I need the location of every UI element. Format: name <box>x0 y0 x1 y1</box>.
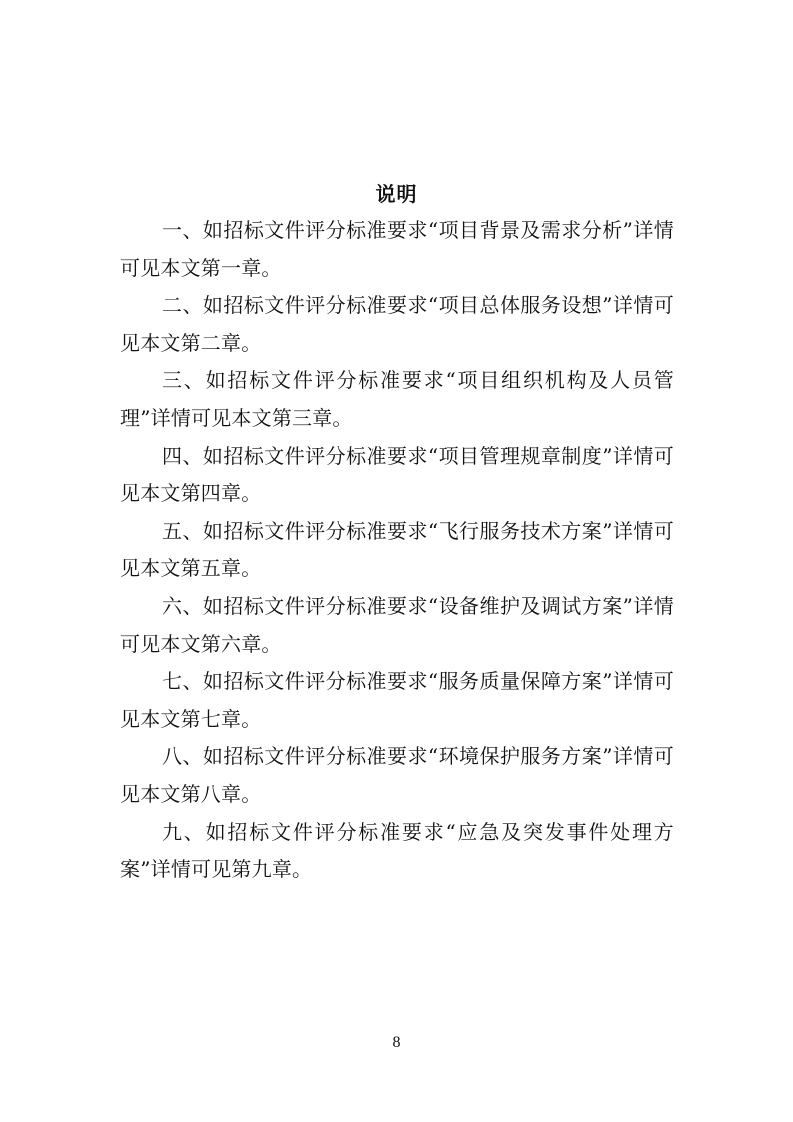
paragraph-1: 一、如招标文件评分标准要求“项目背景及需求分析”详情可见本文第一章。 <box>120 218 674 280</box>
paragraph-3: 三、如招标文件评分标准要求“项目组织机构及人员管理”详情可见本文第三章。 <box>120 368 674 430</box>
paragraph-2: 二、如招标文件评分标准要求“项目总体服务设想”详情可见本文第二章。 <box>120 293 674 355</box>
paragraph-8: 八、如招标文件评分标准要求“环境保护服务方案”详情可见本文第八章。 <box>120 744 674 806</box>
page-title: 说明 <box>375 182 418 206</box>
paragraph-4: 四、如招标文件评分标准要求“项目管理规章制度”详情可见本文第四章。 <box>120 443 674 506</box>
explanation-list <box>120 212 674 889</box>
paragraph-5: 五、如招标文件评分标准要求“飞行服务技术方案”详情可见本文第五章。 <box>120 518 674 581</box>
paragraph-9: 九、如招标文件评分标准要求“应急及突发事件处理方案”详情可见第九章。 <box>120 819 674 882</box>
paragraph-7: 七、如招标文件评分标准要求“服务质量保障方案”详情可见本文第七章。 <box>120 669 674 731</box>
page-number: 8 <box>392 1034 401 1051</box>
paragraph-6: 六、如招标文件评分标准要求“设备维护及调试方案”详情可见本文第六章。 <box>120 593 674 656</box>
